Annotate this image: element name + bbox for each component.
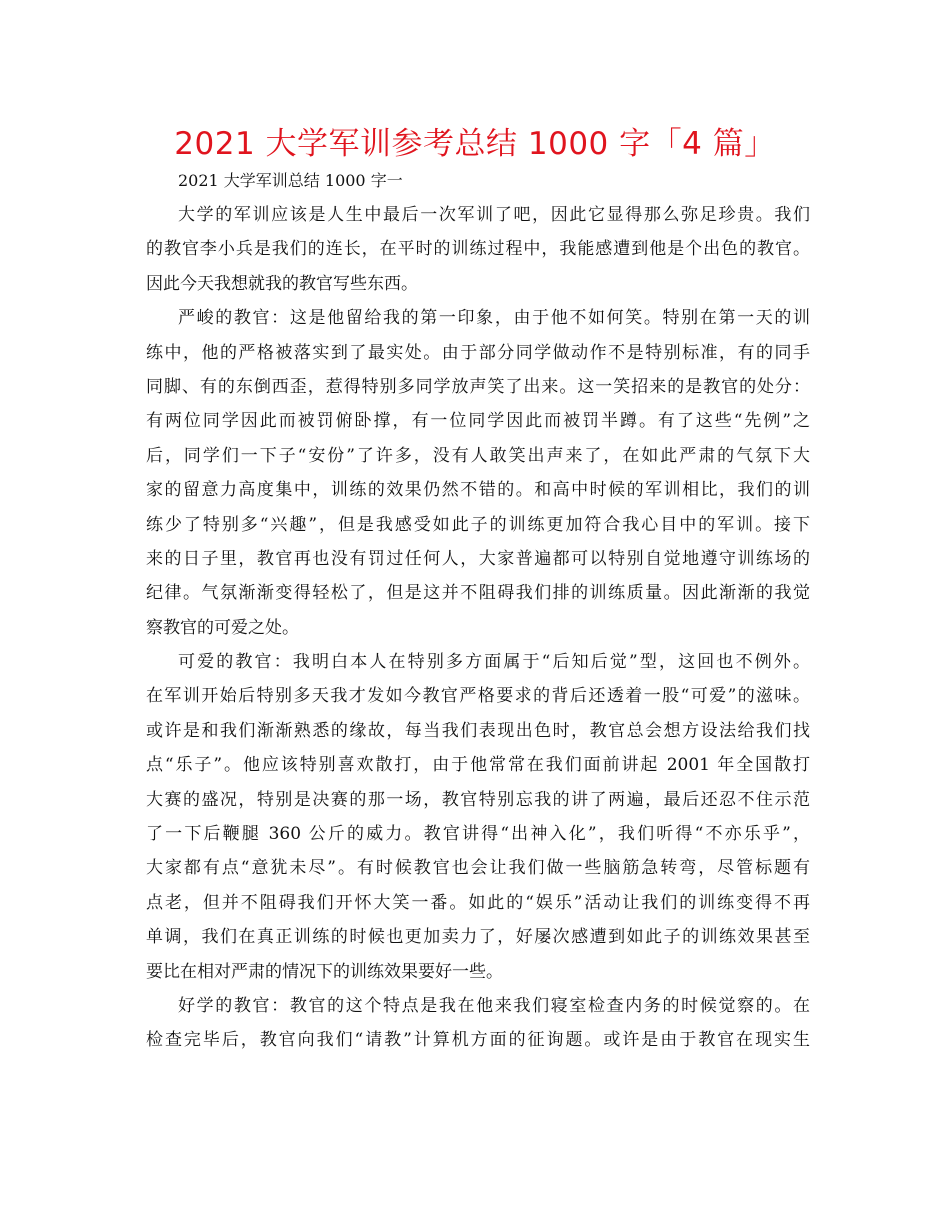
text-line: 家的留意力高度集中，训练的效果仍然不错的。和高中时候的军训相比，我们的训 bbox=[146, 480, 810, 501]
document-body bbox=[146, 198, 810, 1058]
text-line: 同脚、有的东倒西歪，惹得特别多同学放声笑了出来。这一笑招来的是教官的处分： bbox=[146, 376, 810, 397]
paragraph-3 bbox=[146, 645, 810, 989]
text-line: 大学的军训应该是人生中最后一次军训了吧，因此它显得那么弥足珍贵。我们 bbox=[178, 205, 810, 225]
text-line: 来的日子里，教官再也没有罚过任何人，大家普遍都可以特别自觉地遵守训练场的 bbox=[146, 548, 810, 569]
text-line: 点“乐子”。他应该特别喜欢散打，由于他常常在我们面前讲起 2001 年全国散打 bbox=[146, 755, 810, 776]
text-line: 大赛的盛况，特别是决赛的那一场，教官特别忘我的讲了两遍，最后还忍不住示范 bbox=[146, 789, 810, 810]
text-line: 练少了特别多“兴趣”，但是我感受如此子的训练更加符合我心目中的军训。接下 bbox=[146, 514, 810, 535]
document-title: 2021 大学军训参考总结 1000 字「4 篇」 bbox=[174, 126, 776, 162]
text-line: 在军训开始后特别多天我才发如今教官严格要求的背后还透着一股“可爱”的滋味。 bbox=[146, 686, 810, 707]
text-line: 纪律。气氛渐渐变得轻松了，但是这并不阻碍我们排的训练质量。因此渐渐的我觉 bbox=[146, 583, 810, 604]
text-line: 了一下后鞭腿 360 公斤的威力。教官讲得“出神入化”，我们听得“不亦乐乎”， bbox=[146, 824, 810, 845]
text-line: 点老，但并不阻碍我们开怀大笑一番。如此的“娱乐”活动让我们的训练变得不再 bbox=[146, 892, 810, 913]
text-line: 因此今天我想就我的教官写些东西。 bbox=[146, 273, 418, 294]
paragraph-4 bbox=[146, 989, 810, 1058]
text-line: 察教官的可爱之处。 bbox=[146, 617, 299, 638]
text-line: 后，同学们一下子“安份”了许多，没有人敢笑出声来了，在如此严肃的气氛下大 bbox=[146, 445, 810, 466]
paragraph-2 bbox=[146, 301, 810, 645]
section-heading: 2021 大学军训总结 1000 字一 bbox=[178, 171, 403, 190]
text-line: 要比在相对严肃的情况下的训练效果要好一些。 bbox=[146, 961, 503, 982]
paragraph-1 bbox=[146, 198, 810, 301]
text-line: 大家都有点“意犹未尽”。有时候教官也会让我们做一些脑筋急转弯，尽管标题有 bbox=[146, 858, 810, 879]
text-line: 或许是和我们渐渐熟悉的缘故，每当我们表现出色时，教官总会想方设法给我们找 bbox=[146, 720, 810, 741]
text-line: 单调，我们在真正训练的时候也更加卖力了，好屡次感遭到如此子的训练效果甚至 bbox=[146, 927, 810, 948]
text-line: 有两位同学因此而被罚俯卧撑，有一位同学因此而被罚半蹲。有了这些“先例”之 bbox=[146, 411, 810, 432]
text-line: 检查完毕后，教官向我们“请教”计算机方面的征询题。或许是由于教官在现实生 bbox=[146, 1030, 810, 1051]
text-line: 可爱的教官：我明白本人在特别多方面属于“后知后觉”型，这回也不例外。 bbox=[178, 652, 810, 673]
text-line: 的教官李小兵是我们的连长，在平时的训练过程中，我能感遭到他是个出色的教官。 bbox=[146, 239, 810, 260]
text-line: 好学的教官：教官的这个特点是我在他来我们寝室检查内务的时候觉察的。在 bbox=[178, 995, 810, 1016]
text-line: 练中，他的严格被落实到了最实处。由于部分同学做动作不是特别标准，有的同手 bbox=[146, 342, 810, 363]
text-line: 严峻的教官：这是他留给我的第一印象，由于他不如何笑。特别在第一天的训 bbox=[178, 308, 810, 329]
